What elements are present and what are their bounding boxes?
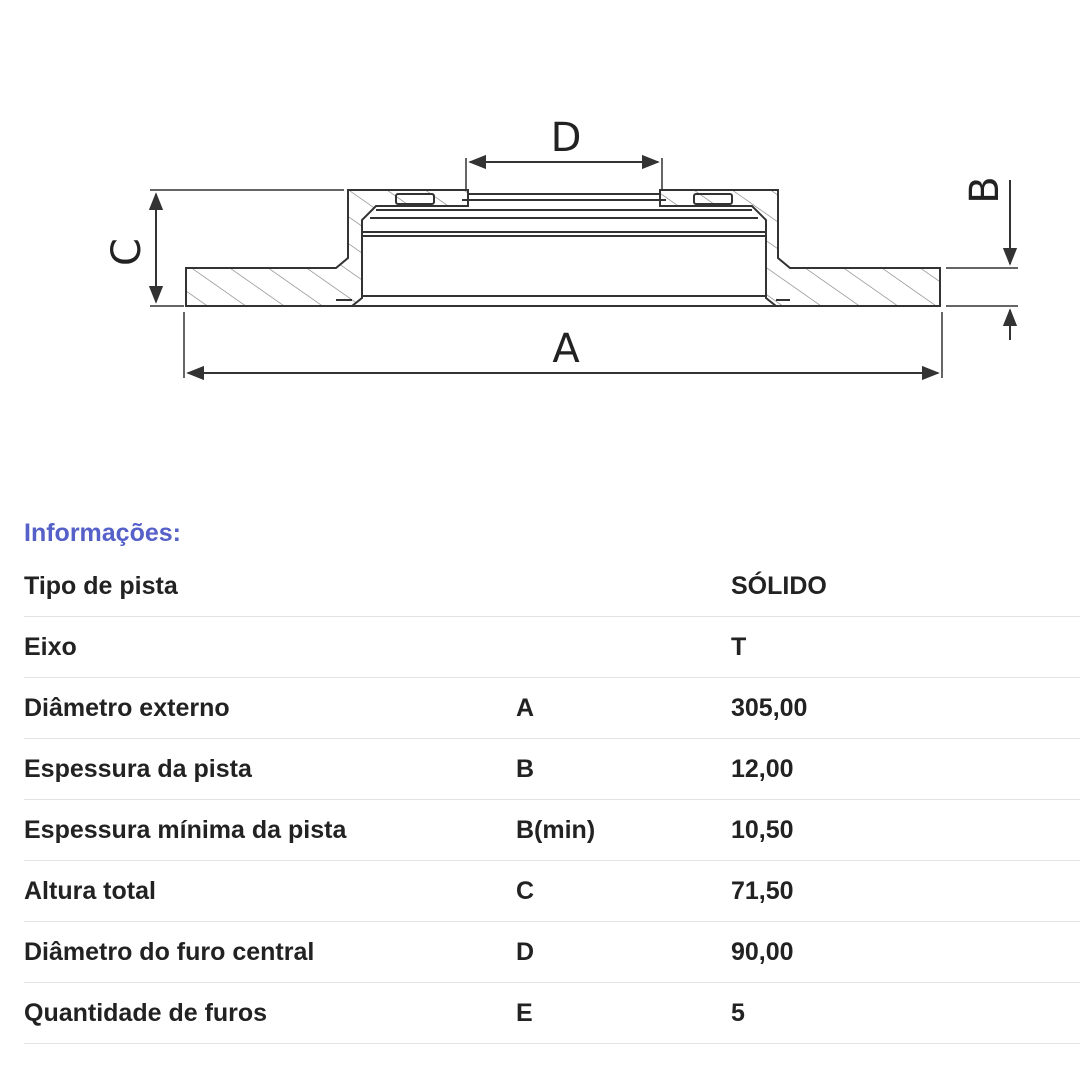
spec-code: D [516,922,731,983]
spec-name: Espessura da pista [24,739,516,800]
specs-table [24,556,1080,1044]
spec-code: B [516,739,731,800]
spec-code [516,556,731,617]
spec-value: 90,00 [731,922,1080,983]
hub-outline [336,194,790,306]
spec-value: T [731,617,1080,678]
spec-value: SÓLIDO [731,556,1080,617]
spec-name: Diâmetro externo [24,678,516,739]
dimension-b-label: B [962,176,1008,204]
info-section [24,510,1080,1044]
spec-value: 71,50 [731,861,1080,922]
spec-value: 12,00 [731,739,1080,800]
info-title: Informações: [24,519,181,547]
dimension-a-label: A [552,326,580,372]
table-row [24,678,1080,739]
spec-code: A [516,678,731,739]
spec-code: C [516,861,731,922]
spec-name: Diâmetro do furo central [24,922,516,983]
disc-section [186,190,940,306]
table-row [24,983,1080,1044]
specs-table-body [24,556,1080,1044]
table-row [24,922,1080,983]
spec-code [516,617,731,678]
dimension-d-label: D [550,115,582,161]
spec-name: Eixo [24,617,516,678]
spec-name: Altura total [24,861,516,922]
table-row [24,861,1080,922]
table-row [24,617,1080,678]
spec-name: Quantidade de furos [24,983,516,1044]
spec-value: 10,50 [731,800,1080,861]
dimension-d [466,115,662,190]
spec-code: E [516,983,731,1044]
spec-value: 305,00 [731,678,1080,739]
dimension-c-label: C [104,238,150,266]
spec-value: 5 [731,983,1080,1044]
table-row [24,800,1080,861]
dimension-a [184,312,942,378]
dimension-b [946,176,1018,340]
spec-code: B(min) [516,800,731,861]
brake-disc-diagram [0,0,1080,470]
spec-name: Tipo de pista [24,556,516,617]
spec-name: Espessura mínima da pista [24,800,516,861]
table-row [24,739,1080,800]
table-row [24,556,1080,617]
